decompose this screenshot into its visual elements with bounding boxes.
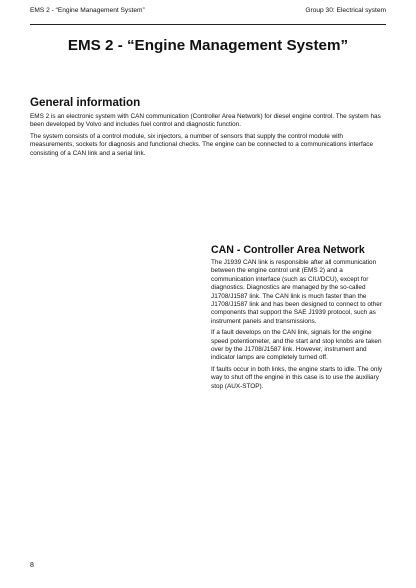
general-information-heading: General information (30, 96, 141, 109)
can-section (211, 244, 386, 394)
general-paragraph-1: EMS 2 is an electronic system with CAN communication (Controller Area Network) for diesel engine control. The system has been developed by Volvo and includes fuel control and diagnostic function. (30, 113, 381, 129)
can-paragraph-3: If faults occur in both links, the engine starts to idle. The only way to shut off the engine in this case is to use the auxiliary stop (AUX-STOP). (211, 365, 383, 390)
can-paragraph-1: The J1939 CAN link is responsible after all communication between the engine control unit (EMS 2) and a communication interface (such as CIU/DCU), except for diagnostics. Diagnostics are managed by the so-called J1708/J1587 link. The CAN link is much faster than the J1708/J1587 link and has been designed to connect to other components that support the SAE J1939 protocol, such as instrument panels and transmissions. (211, 259, 382, 325)
can-heading: CAN - Controller Area Network (211, 244, 365, 256)
header-right-group: Group 30: Electrical system (305, 7, 386, 14)
general-information-section (30, 96, 386, 161)
general-paragraph-2: The system consists of a control module, six injectors, a number of sensors that supply the control module with measurements, sockets for diagnosis and functional checks. The engine can be connected to a communications interface consisting of a CAN link and a serial link. (30, 132, 374, 157)
page-number: 8 (30, 562, 34, 569)
header-left-title: EMS 2 - “Engine Management System” (30, 7, 145, 14)
running-header (30, 6, 386, 25)
page-title: EMS 2 - “Engine Management System” (67, 37, 349, 54)
can-paragraph-2: If a fault develops on the CAN link, signals for the engine speed potentiometer, and the start and stop knobs are taken over by the J1708/J1587 link. However, instrument and indicator lamps are completely turned off. (211, 329, 382, 362)
